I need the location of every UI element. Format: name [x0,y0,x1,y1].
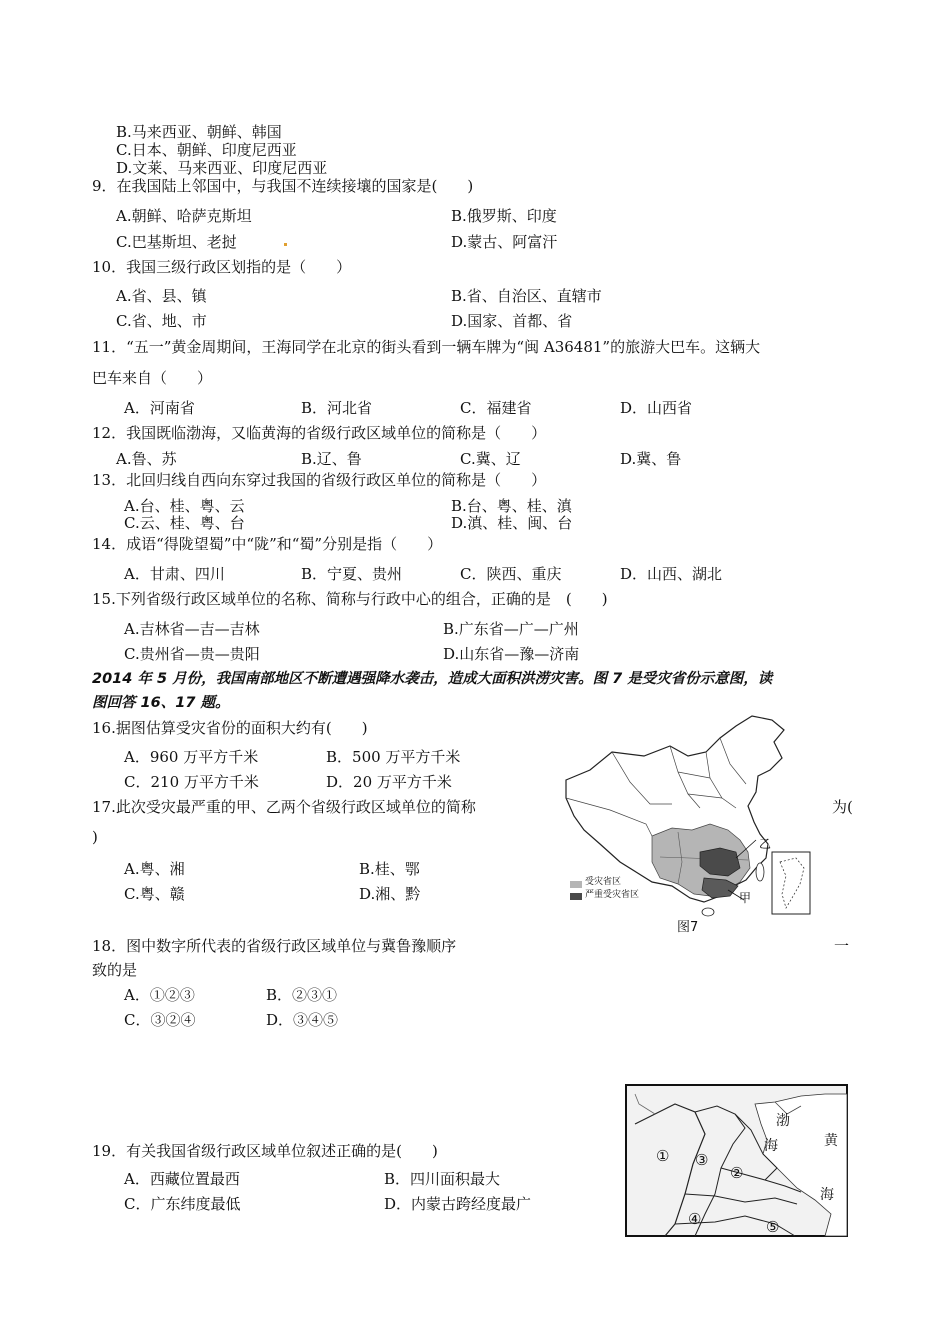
q11-option-a: A．河南省 [124,399,195,417]
q12-option-d: D.冀、鲁 [620,450,682,468]
label-bohai-2: 海 [764,1138,778,1154]
q16-17-intro-line1: 2014 年 5 月份，我国南部地区不断遭遇强降水袭击，造成大面积洪涝灾害。图 7 是受灾省份示意图，读 [92,671,773,687]
q17-stem-tail: 为( [832,798,853,816]
q18-option-a: A．①②③ [124,986,195,1004]
map-number-4: ④ [688,1210,702,1228]
q15-option-b: B.广东省—广—广州 [443,620,579,638]
map-number-3: ③ [695,1151,709,1169]
legend-swatch-severe [570,893,582,900]
q12-option-a: A.鲁、苏 [116,450,177,468]
map-caption: 图7 [677,920,699,935]
q17-option-b: B.桂、鄂 [359,860,420,878]
q15-option-d: D.山东省—豫—济南 [443,645,580,663]
map-legend-affected: 受灾省区 [585,877,622,887]
q15-option-c: C.贵州省—贵—贵阳 [124,645,260,663]
q10-option-d: D.国家、首都、省 [451,312,573,330]
map-label-yi: 乙 [759,837,772,851]
q19-option-b: B．四川面积最大 [384,1170,501,1188]
label-huanghai-1: 黄 [824,1133,838,1149]
q17-option-c: C.粤、赣 [124,885,185,903]
q14-option-c: C．陕西、重庆 [460,565,562,583]
q9-option-d: D.蒙古、阿富汗 [451,233,558,251]
legend-swatch-affected [570,881,582,888]
q8-option-c: C.日本、朝鲜、印度尼西亚 [116,141,297,159]
q14-option-b: B．宁夏、贵州 [301,565,403,583]
q18-stem-line2: 致的是 [92,961,138,979]
q11-option-b: B．河北省 [301,399,373,417]
q17-stem-line2: ) [92,828,98,846]
q13-stem: 13．北回归线自西向东穿过我国的省级行政区单位的简称是（ ） [92,471,547,489]
q11-option-d: D．山西省 [620,399,693,417]
q12-option-c: C.冀、辽 [460,450,521,468]
q12-stem: 12．我国既临渤海，又临黄海的省级行政区域单位的简称是（ ） [92,424,547,442]
q17-option-d: D.湘、黔 [359,885,421,903]
q18-option-d: D．③④⑤ [266,1011,339,1029]
map-number-2: ② [730,1164,744,1182]
q16-option-c: C．210 万平方千米 [124,773,259,791]
q11-option-c: C．福建省 [460,399,532,417]
q13-option-a: A.台、桂、粤、云 [124,497,245,515]
q11-stem-line1: 11．“五一”黄金周期间，王海同学在北京的街头看到一辆车牌为“闽 A36481”的旅游大巴车。这辆大 [92,338,761,356]
q10-option-a: A.省、县、镇 [116,287,207,305]
q14-option-a: A．甘肃、四川 [124,565,225,583]
q17-stem: 17.此次受灾最严重的甲、乙两个省级行政区域单位的简称 [92,798,476,816]
q15-option-a: A.吉林省—吉—吉林 [124,620,260,638]
q13-option-b: B.台、粤、桂、滇 [451,497,572,515]
q14-stem: 14．成语“得陇望蜀”中“陇”和“蜀”分别是指（ ） [92,535,443,553]
q16-option-d: D．20 万平方千米 [326,773,452,791]
q10-stem: 10．我国三级行政区划指的是（ ） [92,258,352,276]
q19-option-d: D．内蒙古跨经度最广 [384,1195,532,1213]
map-number-1: ① [656,1147,670,1165]
q18-option-b: B．②③① [266,986,338,1004]
q17-option-a: A.粤、湘 [124,860,185,878]
q11-stem-line2: 巴车来自（ ） [92,369,213,387]
q14-option-d: D．山西、湖北 [620,565,723,583]
q16-option-a: A．960 万平方千米 [124,748,259,766]
q8-option-b: B.马来西亚、朝鲜、韩国 [116,123,282,141]
map-label-jia: 甲 [739,891,752,905]
stray-dot [284,243,287,246]
q19-option-c: C．广东纬度最低 [124,1195,241,1213]
q9-stem: 9．在我国陆上邻国中，与我国不连续接壤的国家是( ) [92,177,474,195]
q19-option-a: A．西藏位置最西 [124,1170,240,1188]
q10-option-b: B.省、自治区、直辖市 [451,287,602,305]
map-legend-severe: 严重受灾省区 [585,890,640,900]
q9-option-a: A.朝鲜、哈萨克斯坦 [116,207,252,225]
q10-option-c: C.省、地、市 [116,312,207,330]
q8-option-d: D.文莱、马来西亚、印度尼西亚 [116,159,328,177]
q13-option-d: D.滇、桂、闽、台 [451,514,573,532]
label-bohai-1: 渤 [776,1113,790,1129]
label-huanghai-2: 海 [820,1187,834,1203]
q16-stem: 16.据图估算受灾省份的面积大约有( ) [92,719,368,737]
q9-option-c: C.巴基斯坦、老挝 [116,233,237,251]
q12-option-b: B.辽、鲁 [301,450,362,468]
q16-17-intro-line2: 图回答 16、17 题。 [92,695,230,711]
q16-option-b: B．500 万平方千米 [326,748,461,766]
q18-stem: 18．图中数字所代表的省级行政区域单位与冀鲁豫顺序 [92,937,457,955]
china-flood-map [560,712,820,940]
q18-stem-tail: 一 [834,937,850,955]
q19-stem: 19．有关我国省级行政区域单位叙述正确的是( ) [92,1142,438,1160]
q9-option-b: B.俄罗斯、印度 [451,207,557,225]
map-number-5: ⑤ [766,1218,780,1236]
q18-option-c: C．③②④ [124,1011,196,1029]
q15-stem: 15.下列省级行政区域单位的名称、简称与行政中心的组合，正确的是 ( ) [92,590,608,608]
q13-option-c: C.云、桂、粤、台 [124,514,245,532]
south-china-sea-inset [772,852,810,914]
